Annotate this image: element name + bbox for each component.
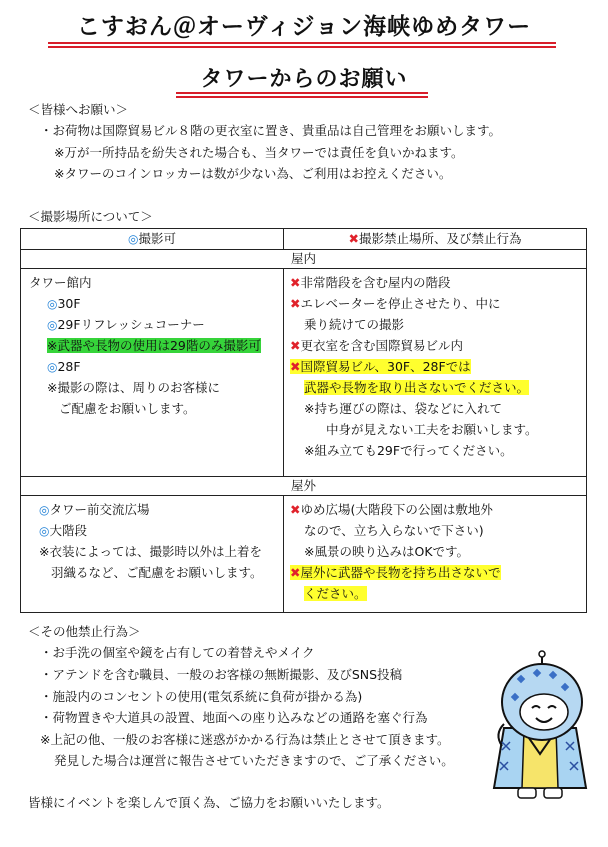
indoor-ok-item: ◎29Fリフレッシュコーナー	[47, 317, 205, 332]
outdoor-ok-item: ◎タワー前交流広場	[39, 502, 150, 517]
other-note: 発見した場合は運営に報告させていただきますので、ご了承ください。	[54, 753, 454, 768]
column-header-ng	[284, 229, 587, 250]
notice-heading: ＜皆様へお願い＞	[28, 102, 129, 117]
double-circle-icon: ◎	[128, 232, 139, 246]
page-title: こすおん＠オーヴィジョン海峡ゆめタワー	[76, 14, 532, 40]
cross-icon: ✖	[348, 231, 359, 246]
indoor-ng-item: ✖非常階段を含む屋内の階段	[290, 275, 451, 290]
double-circle-icon: ◎	[39, 503, 50, 517]
cross-icon: ✖	[290, 502, 301, 517]
double-circle-icon: ◎	[39, 524, 50, 538]
notice-line: ・お荷物は国際貿易ビル８階の更衣室に置き、貴重品は自己管理をお願いします。	[40, 123, 502, 138]
indoor-ng-highlight: 武器や長物を取り出さないでください。	[304, 380, 530, 395]
indoor-ok-cell	[21, 269, 284, 477]
outdoor-ng-note: ※風景の映り込みはOKです。	[304, 544, 470, 559]
cross-icon: ✖	[290, 275, 301, 290]
other-heading: ＜その他禁止行為＞	[28, 624, 141, 639]
other-note: ※上記の他、一般のお客様に迷惑がかかる行為は禁止とさせて頂きます。	[40, 732, 450, 747]
outdoor-ng-highlight: ください。	[304, 586, 367, 601]
indoor-ng-item: ✖エレベーターを停止させたり、中に	[290, 296, 501, 311]
outdoor-ng-cell	[284, 496, 587, 613]
indoor-ok-note: ご配慮をお願いします。	[59, 401, 196, 416]
tower-mascot-illustration	[488, 650, 592, 802]
outdoor-ok-cell	[21, 496, 284, 613]
title-underline-top	[48, 42, 556, 44]
indoor-ng-note: ※組み立ても29Fで行ってください。	[304, 443, 513, 458]
indoor-ok-item: ◎28F	[47, 359, 81, 374]
notice-line: ※タワーのコインロッカーは数が少ない為、ご利用はお控えください。	[54, 166, 452, 181]
other-item: ・施設内のコンセントの使用(電気系統に負荷が掛かる為)	[40, 689, 363, 704]
outdoor-ng-item: ✖ゆめ広場(大階段下の公園は敷地外	[290, 502, 493, 517]
indoor-ng-item: 乗り続けての撮影	[304, 317, 405, 332]
indoor-ng-note: 中身が見えない工夫をお願いします。	[326, 422, 538, 437]
column-ng-label: 撮影禁止場所、及び禁止行為	[358, 231, 522, 246]
indoor-ng-cell	[284, 269, 587, 477]
outdoor-ok-item: ◎大階段	[39, 523, 87, 538]
section-indoor: 屋内	[21, 250, 587, 269]
notice-line: ※万が一所持品を紛失された場合も、当タワーでは責任を負いかねます。	[54, 145, 464, 160]
outdoor-ng-highlight: ✖屋外に武器や長物を持ち出さないで	[290, 565, 501, 580]
column-header-ok	[21, 229, 284, 250]
section-outdoor: 屋外	[21, 477, 587, 496]
subtitle-underline-bottom	[176, 96, 428, 98]
indoor-ng-highlight: ✖国際貿易ビル、30F、28Fでは	[290, 359, 471, 374]
double-circle-icon: ◎	[47, 297, 58, 311]
double-circle-icon: ◎	[47, 360, 58, 374]
cross-icon: ✖	[290, 565, 301, 580]
outdoor-ok-note: 羽織るなど、ご配慮をお願いします。	[51, 565, 263, 580]
cross-icon: ✖	[290, 359, 301, 374]
page-subtitle: タワーからのお願い	[200, 67, 408, 92]
closing-message: 皆様にイベントを楽しんで頂く為、ご協力をお願いいたします。	[28, 795, 390, 810]
indoor-ok-note: ※撮影の際は、周りのお客様に	[47, 380, 220, 395]
indoor-ng-note: ※持ち運びの際は、袋などに入れて	[304, 401, 502, 416]
column-ok-label: 撮影可	[138, 231, 176, 246]
outdoor-ok-note: ※衣装によっては、撮影時以外は上着を	[39, 544, 262, 559]
title-underline-bottom	[48, 46, 556, 48]
other-item: ・荷物置きや大道具の設置、地面への座り込みなどの通路を塞ぐ行為	[40, 710, 428, 725]
shooting-table	[20, 228, 587, 613]
indoor-ok-item: タワー館内	[29, 275, 92, 290]
other-item: ・お手洗の個室や鏡を占有しての着替えやメイク	[40, 645, 315, 660]
indoor-ng-item: ✖更衣室を含む国際貿易ビル内	[290, 338, 463, 353]
other-item: ・アテンドを含む職員、一般のお客様の無断撮影、及びSNS投稿	[40, 667, 403, 682]
cross-icon: ✖	[290, 296, 301, 311]
indoor-ok-note-highlight: ※武器や長物の使用は29階のみ撮影可	[47, 338, 261, 353]
cross-icon: ✖	[290, 338, 301, 353]
shooting-heading: ＜撮影場所について＞	[28, 209, 153, 224]
outdoor-ng-item: なので、立ち入らないで下さい)	[304, 523, 484, 538]
subtitle-underline-top	[176, 92, 428, 94]
indoor-ok-item: ◎30F	[47, 296, 81, 311]
double-circle-icon: ◎	[47, 318, 58, 332]
